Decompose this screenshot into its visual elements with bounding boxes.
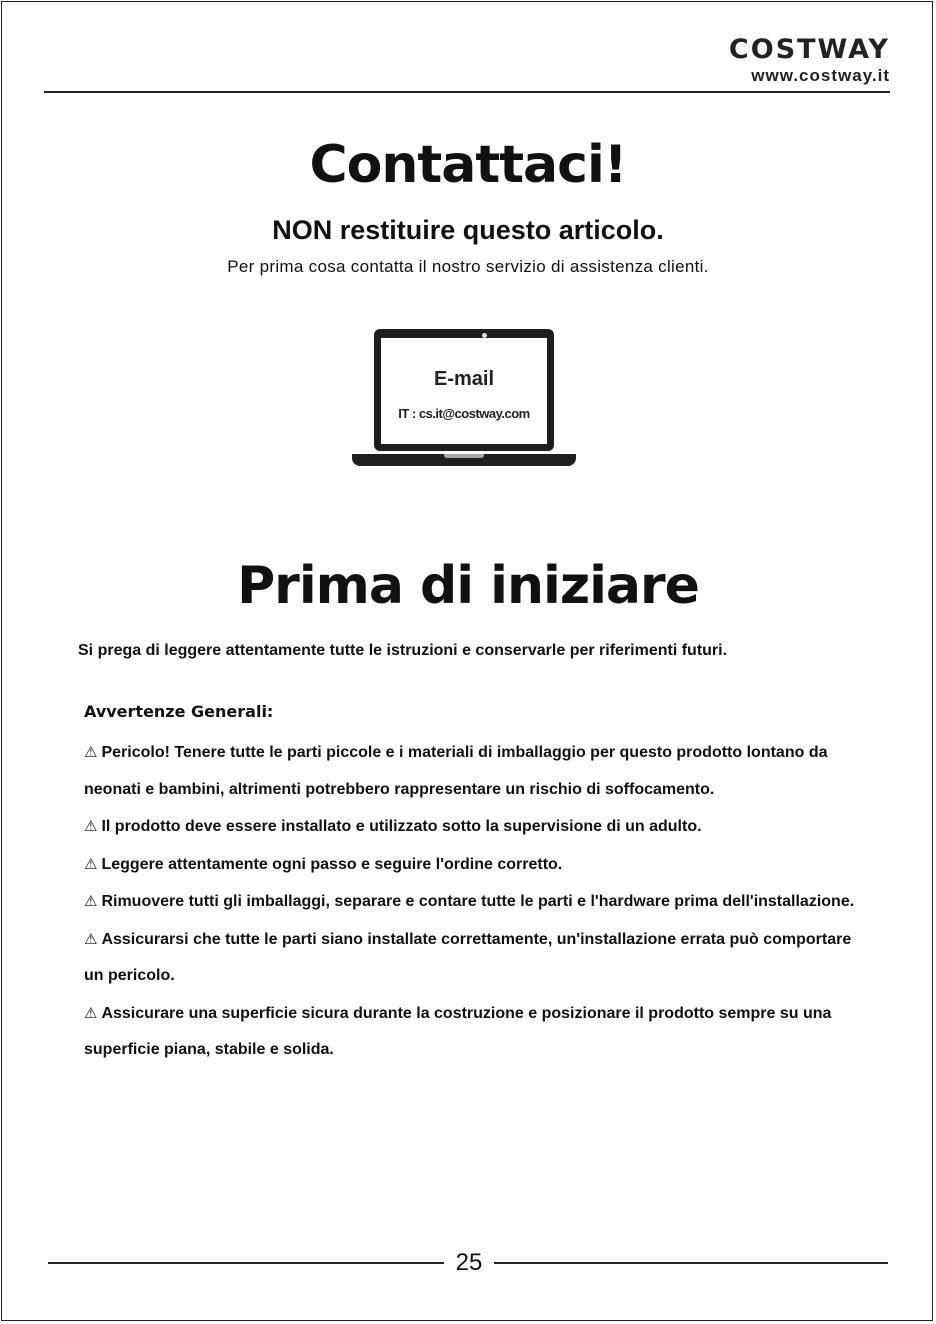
email-address: IT : cs.it@costway.com xyxy=(398,406,530,421)
warning-triangle-icon: ⚠ xyxy=(84,743,98,761)
contact-title: Contattaci! xyxy=(309,135,627,195)
warning-item xyxy=(84,995,874,1069)
warning-triangle-icon: ⚠ xyxy=(84,854,98,873)
before-start-title: Prima di iniziare xyxy=(237,556,699,616)
header-divider xyxy=(44,91,890,93)
warnings-list xyxy=(84,734,874,1069)
warning-triangle-icon: ⚠ xyxy=(84,817,98,835)
footer-divider-left xyxy=(48,1262,444,1264)
brand-header xyxy=(690,36,890,86)
laptop-notch xyxy=(444,454,484,458)
contact-intro: Per prima cosa contatta il nostro servizio di assistenza clienti. xyxy=(227,257,709,276)
general-warnings-heading: Avvertenze Generali: xyxy=(84,702,274,721)
laptop-icon xyxy=(352,326,576,470)
footer-divider-right xyxy=(494,1262,888,1264)
warning-text: Assicurare una superficie sicura durante la costruzione e posizionare il prodotto sempre su una superficie piana, stabile e solida. xyxy=(84,1004,832,1058)
page-number: 25 xyxy=(455,1249,483,1276)
warning-text: Leggere attentamente ogni passo e seguire l'ordine corretto. xyxy=(101,855,563,873)
warning-item xyxy=(84,734,874,808)
warning-triangle-icon: ⚠ xyxy=(84,1003,98,1022)
warning-text: Assicurarsi che tutte le parti siano installate correttamente, un'installazione errata può comportare un pericolo. xyxy=(84,930,852,984)
page-border xyxy=(1,1,933,1321)
email-label: E-mail xyxy=(433,368,495,390)
read-instructions-note: Si prega di leggere attentamente tutte le istruzioni e conservarle per riferimenti futuri. xyxy=(78,642,728,659)
warning-item xyxy=(84,883,874,921)
warning-triangle-icon: ⚠ xyxy=(84,929,98,948)
warning-text: Il prodotto deve essere installato e utilizzato sotto la supervisione di un adulto. xyxy=(101,818,702,835)
warning-item xyxy=(84,921,874,995)
warning-triangle-icon: ⚠ xyxy=(84,892,98,910)
no-return-subtitle: NON restituire questo articolo. xyxy=(272,215,664,245)
brand-url: www.costway.it xyxy=(751,66,890,85)
warning-item xyxy=(84,808,874,846)
laptop-base xyxy=(352,454,576,466)
warning-item xyxy=(84,846,874,884)
warning-text: Rimuovere tutti gli imballaggi, separare e contare tutte le parti e l'hardware prima dell'installazione. xyxy=(101,893,855,910)
brand-logo: COSTWAY xyxy=(728,34,890,65)
warning-text: Pericolo! Tenere tutte le parti piccole e i materiali di imballaggio per questo prodotto lontano da neonati e bambini, altrimenti potrebbero rappresentare un rischio di soffocamento. xyxy=(84,744,828,798)
laptop-display xyxy=(381,338,547,444)
